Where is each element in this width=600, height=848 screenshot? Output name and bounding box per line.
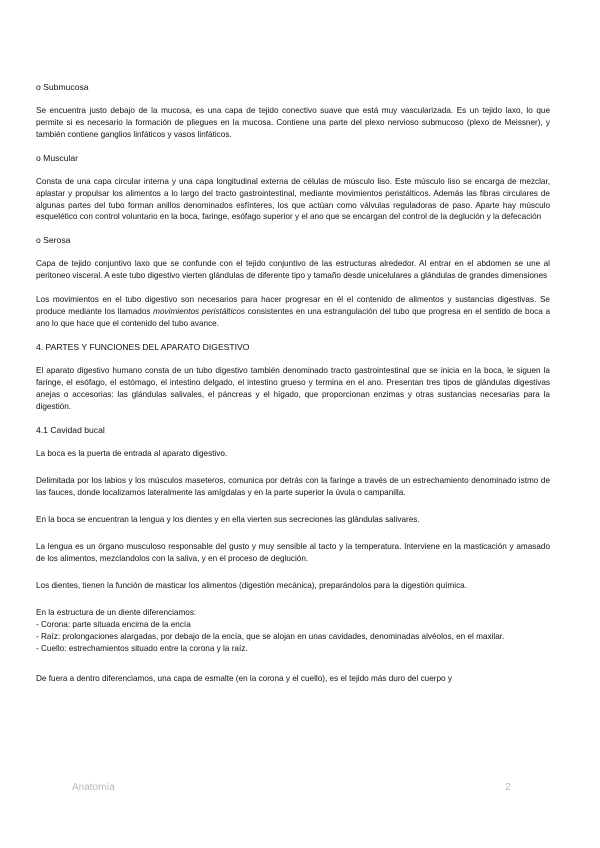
document-body — [36, 82, 550, 697]
delimitada-paragraph: Delimitada por los labios y los músculos maseteros, comunica por detrás con la faringe a través de un estrechamiento denominado istmo de las fauces, donde localizamos lateralmente las amígdalas y en la parte superior la úvula o campanilla. — [36, 476, 550, 498]
submucosa-heading: o Submucosa — [36, 82, 89, 92]
estructura-intro: En la estructura de un diente diferenciamos: — [36, 607, 197, 617]
cavidad-bucal-heading: 4.1 Cavidad bucal — [36, 424, 105, 435]
movimientos-italic-term: movimientos peristálticos — [153, 307, 246, 317]
muscular-paragraph: Consta de una capa circular interna y una capa longitudinal externa de células de músculo liso. Este músculo liso se encarga de mezclar, aplastar y propulsar los alimentos a lo largo del tracto gastrointestinal, mediante movimientos peristálticos. Además las fibras circulares de algunas partes del tubo forman anillos denominados esfínteres, los que actúan como válvulas reguladoras de paso. Aparte hay músculo esquelético con control voluntario en la boca, faringe, esófago superior y el ano que se encargan del control de la deglución y la defecación — [36, 176, 550, 222]
movimientos-text-end: consistentes en una estrangulación del tubo que progresa en el sentido de boca a ano lo que hace que el contenido del tubo avance. — [36, 307, 550, 328]
dientes-paragraph: Los dientes, tienen la función de masticar los alimentos (digestión mecánica), preparándolos para la digestión química. — [36, 580, 467, 590]
serosa-heading: o Serosa — [36, 235, 71, 246]
movimientos-text-start: Los movimientos en el tubo digestivo son necesarios para hacer progresar en él el contenido de alimentos y sustancias digestivas. Se produce mediante los llamados — [36, 295, 550, 317]
lengua-paragraph: La lengua es un órgano musculoso responsable del gusto y muy sensible al tacto y la temperatura. Interviene en la masticación y amasado de los alimentos, mezclandolos con la saliva, y en el proceso de deglución. — [36, 542, 550, 564]
list-item-corona: - Corona: parte situada encima de la encía — [36, 619, 191, 629]
boca-paragraph: La boca es la puerta de entrada al aparato digestivo. — [36, 448, 228, 458]
list-item-cuello: - Cuello: estrechamientos situado entre la corona y la raíz. — [36, 643, 248, 653]
partes-heading: 4. PARTES Y FUNCIONES DEL APARATO DIGESTIVO — [36, 341, 250, 352]
esmalte-paragraph: De fuera a dentro diferenciamos, una capa de esmalte (en la corona y el cuello), es el tejido más duro del cuerpo y — [36, 674, 452, 684]
page-number: 2 — [505, 782, 511, 793]
partes-paragraph: El aparato digestivo humano consta de un tubo digestivo también denominado tracto gastrointestinal que se inicia en la boca, le siguen la faringe, el esófago, el estómago, el intestino delgado, el intestino grueso y termina en el ano. Presentan tres tipos de glándulas digestivas anejas o accesorias: las glándulas salivales, el páncreas y el hígado, que proporcionan enzimas y otras sustancias necesarias para la digestión. — [36, 365, 550, 411]
lengua-dientes-paragraph: En la boca se encuentran la lengua y los dientes y en ella vierten sus secreciones las glándulas salivares. — [36, 515, 420, 525]
serosa-paragraph: Capa de tejido conjuntivo laxo que se confunde con el tejido conjuntivo de las estructuras alrededor. Al entrar en el abdomen se une al peritoneo visceral. A este tubo digestivo vierten glándulas de diferente tipo y tamaño desde unicelulares a glándulas de grandes dimensiones — [36, 259, 550, 281]
list-item-raiz: - Raíz: prolongaciones alargadas, por debajo de la encía, que se alojan en unas cavidades, denominadas alvéolos, en el maxilar. — [36, 631, 505, 641]
movimientos-paragraph — [36, 294, 550, 330]
submucosa-paragraph: Se encuentra justo debajo de la mucosa, es una capa de tejido conectivo suave que está muy vascularizada. Es un tejido laxo, lo que permite si es necesario la formación de pliegues en la mucosa. Contiene una parte del plexo nervioso submucoso (plexo de Meissner), y también contiene ganglios linfáticos y vasos linfáticos. — [36, 106, 550, 139]
footer-title: Anatomía — [72, 782, 115, 793]
muscular-heading: o Muscular — [36, 152, 79, 163]
estructura-diente-list — [36, 607, 550, 655]
